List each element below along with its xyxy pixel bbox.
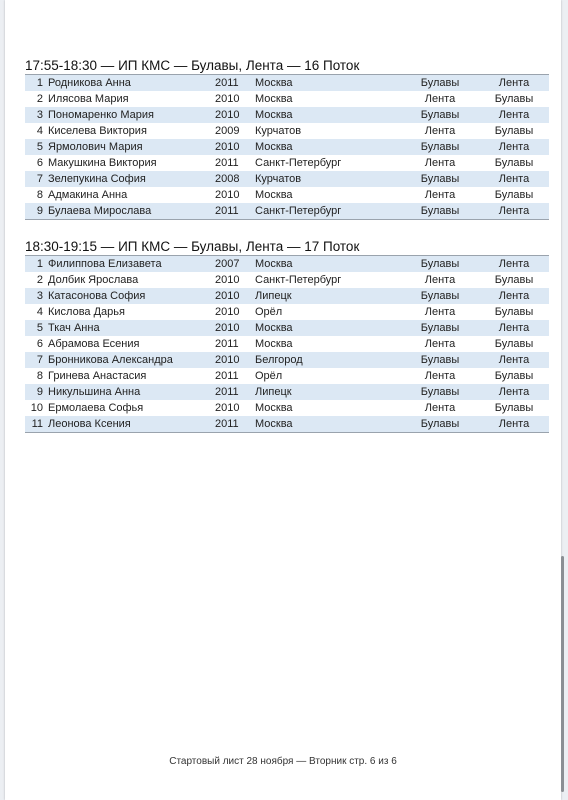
city: Курчатов bbox=[255, 125, 302, 137]
apparatus-1: Лента bbox=[424, 370, 456, 382]
birth-year: 2011 bbox=[215, 338, 239, 350]
apparatus-1: Булавы bbox=[420, 141, 460, 153]
apparatus-1: Булавы bbox=[420, 386, 460, 398]
athlete-name: Леонова Ксения bbox=[48, 418, 131, 430]
athlete-name: Пономаренко Мария bbox=[48, 109, 154, 121]
birth-year: 2011 bbox=[215, 205, 239, 217]
table-row bbox=[25, 107, 549, 123]
row-number: 6 bbox=[36, 157, 43, 169]
birth-year: 2010 bbox=[215, 109, 240, 121]
athlete-name: Никульшина Анна bbox=[48, 386, 141, 398]
athlete-name: Ярмолович Мария bbox=[48, 141, 143, 153]
city: Липецк bbox=[255, 386, 292, 398]
page-footer: Стартовый лист 28 ноября — Вторник стр. 6 из 6 bbox=[169, 756, 397, 767]
birth-year: 2010 bbox=[215, 322, 240, 334]
athlete-name: Илясова Мария bbox=[48, 93, 129, 105]
apparatus-1: Лента bbox=[424, 274, 456, 286]
apparatus-1: Булавы bbox=[420, 205, 460, 217]
apparatus-1: Лента bbox=[424, 189, 456, 201]
apparatus-2: Булавы bbox=[494, 157, 534, 169]
apparatus-2: Булавы bbox=[494, 93, 534, 105]
table-row bbox=[25, 187, 549, 203]
table-row bbox=[25, 416, 549, 433]
row-number: 4 bbox=[36, 306, 43, 318]
birth-year: 2011 bbox=[215, 77, 239, 89]
athlete-name: Кислова Дарья bbox=[48, 306, 125, 318]
apparatus-2: Лента bbox=[498, 258, 530, 270]
row-number: 3 bbox=[36, 290, 43, 302]
row-number: 11 bbox=[31, 418, 43, 430]
vertical-scrollbar[interactable] bbox=[561, 556, 564, 792]
city: Москва bbox=[255, 141, 293, 153]
table-row bbox=[25, 352, 549, 368]
apparatus-2: Булавы bbox=[494, 370, 534, 382]
apparatus-2: Булавы bbox=[494, 189, 534, 201]
apparatus-1: Булавы bbox=[420, 290, 460, 302]
apparatus-2: Лента bbox=[498, 141, 530, 153]
apparatus-2: Булавы bbox=[494, 274, 534, 286]
city: Москва bbox=[255, 338, 293, 350]
birth-year: 2010 bbox=[215, 290, 240, 302]
row-number: 1 bbox=[36, 258, 43, 270]
apparatus-2: Лента bbox=[498, 109, 530, 121]
city: Москва bbox=[255, 418, 293, 430]
row-number: 6 bbox=[36, 338, 43, 350]
row-number: 3 bbox=[36, 109, 43, 121]
apparatus-2: Булавы bbox=[494, 306, 534, 318]
birth-year: 2011 bbox=[215, 386, 239, 398]
row-number: 7 bbox=[36, 173, 43, 185]
table-row bbox=[25, 304, 549, 320]
birth-year: 2011 bbox=[215, 370, 239, 382]
city: Москва bbox=[255, 322, 293, 334]
apparatus-2: Лента bbox=[498, 205, 530, 217]
apparatus-1: Булавы bbox=[420, 258, 460, 270]
apparatus-1: Булавы bbox=[420, 354, 460, 366]
row-number: 2 bbox=[36, 93, 43, 105]
athlete-name: Гринева Анастасия bbox=[48, 370, 147, 382]
table-row bbox=[25, 139, 549, 155]
athlete-name: Булаева Мирослава bbox=[48, 205, 152, 217]
session-title: 18:30-19:15 — ИП КМС — Булавы, Лента — 17 Поток bbox=[25, 238, 549, 256]
apparatus-1: Лента bbox=[424, 402, 456, 414]
table-row bbox=[25, 320, 549, 336]
table-row bbox=[25, 288, 549, 304]
athlete-name: Зелепукина София bbox=[48, 173, 146, 185]
athlete-name: Макушкина Виктория bbox=[48, 157, 157, 169]
apparatus-2: Лента bbox=[498, 322, 530, 334]
table-row bbox=[25, 272, 549, 288]
athlete-name: Адмакина Анна bbox=[48, 189, 128, 201]
city: Москва bbox=[255, 258, 293, 270]
participants-table bbox=[25, 256, 549, 433]
city: Орёл bbox=[255, 370, 283, 382]
apparatus-1: Булавы bbox=[420, 322, 460, 334]
birth-year: 2011 bbox=[215, 157, 239, 169]
city: Орёл bbox=[255, 306, 283, 318]
city: Москва bbox=[255, 402, 293, 414]
athlete-name: Бронникова Александра bbox=[48, 354, 173, 366]
apparatus-2: Булавы bbox=[494, 402, 534, 414]
session-17-block bbox=[25, 238, 549, 433]
row-number: 10 bbox=[30, 402, 43, 414]
athlete-name: Филиппова Елизавета bbox=[48, 258, 162, 270]
birth-year: 2007 bbox=[215, 258, 240, 270]
birth-year: 2010 bbox=[215, 402, 240, 414]
city: Москва bbox=[255, 109, 293, 121]
row-number: 8 bbox=[36, 370, 43, 382]
row-number: 5 bbox=[36, 141, 43, 153]
birth-year: 2011 bbox=[215, 418, 239, 430]
city: Санкт-Петербург bbox=[255, 157, 342, 169]
row-number: 5 bbox=[36, 322, 43, 334]
table-row bbox=[25, 171, 549, 187]
apparatus-1: Лента bbox=[424, 157, 456, 169]
city: Москва bbox=[255, 93, 293, 105]
birth-year: 2010 bbox=[215, 93, 240, 105]
row-number: 2 bbox=[36, 274, 43, 286]
session-16-block bbox=[25, 57, 549, 220]
table-row bbox=[25, 91, 549, 107]
city: Курчатов bbox=[255, 173, 302, 185]
birth-year: 2008 bbox=[215, 173, 240, 185]
birth-year: 2010 bbox=[215, 306, 240, 318]
table-row bbox=[25, 336, 549, 352]
birth-year: 2010 bbox=[215, 141, 240, 153]
table-row bbox=[25, 400, 549, 416]
apparatus-2: Булавы bbox=[494, 338, 534, 350]
apparatus-1: Лента bbox=[424, 125, 456, 137]
row-number: 9 bbox=[36, 205, 43, 217]
apparatus-2: Лента bbox=[498, 173, 530, 185]
row-number: 4 bbox=[36, 125, 43, 137]
apparatus-1: Булавы bbox=[420, 418, 460, 430]
athlete-name: Абрамова Есения bbox=[48, 338, 140, 350]
row-number: 8 bbox=[36, 189, 43, 201]
city: Москва bbox=[255, 77, 293, 89]
athlete-name: Родникова Анна bbox=[48, 77, 131, 89]
athlete-name: Долбик Ярослава bbox=[48, 274, 139, 286]
athlete-name: Ткач Анна bbox=[48, 322, 100, 334]
table-row bbox=[25, 203, 549, 220]
apparatus-2: Лента bbox=[498, 77, 530, 89]
apparatus-1: Булавы bbox=[420, 173, 460, 185]
birth-year: 2010 bbox=[215, 354, 240, 366]
apparatus-2: Булавы bbox=[494, 125, 534, 137]
apparatus-2: Лента bbox=[498, 386, 530, 398]
apparatus-1: Лента bbox=[424, 93, 456, 105]
table-row bbox=[25, 75, 549, 91]
participants-table bbox=[25, 75, 549, 220]
table-row bbox=[25, 368, 549, 384]
apparatus-1: Лента bbox=[424, 338, 456, 350]
city: Санкт-Петербург bbox=[255, 274, 342, 286]
row-number: 1 bbox=[36, 77, 43, 89]
apparatus-1: Лента bbox=[424, 306, 456, 318]
table-row bbox=[25, 155, 549, 171]
athlete-name: Катасонова София bbox=[48, 290, 146, 302]
document-page bbox=[5, 0, 561, 800]
city: Москва bbox=[255, 189, 293, 201]
birth-year: 2009 bbox=[215, 125, 240, 137]
athlete-name: Киселева Виктория bbox=[48, 125, 147, 137]
session-title: 17:55-18:30 — ИП КМС — Булавы, Лента — 16 Поток bbox=[25, 57, 549, 75]
city: Белгород bbox=[255, 354, 303, 366]
table-row bbox=[25, 384, 549, 400]
table-row bbox=[25, 256, 549, 272]
table-row bbox=[25, 123, 549, 139]
row-number: 9 bbox=[36, 386, 43, 398]
apparatus-1: Булавы bbox=[420, 77, 460, 89]
birth-year: 2010 bbox=[215, 274, 240, 286]
apparatus-2: Лента bbox=[498, 290, 530, 302]
birth-year: 2010 bbox=[215, 189, 240, 201]
athlete-name: Ермолаева Софья bbox=[48, 402, 144, 414]
city: Липецк bbox=[255, 290, 292, 302]
apparatus-2: Лента bbox=[498, 418, 530, 430]
apparatus-1: Булавы bbox=[420, 109, 460, 121]
apparatus-2: Лента bbox=[498, 354, 530, 366]
row-number: 7 bbox=[36, 354, 43, 366]
city: Санкт-Петербург bbox=[255, 205, 342, 217]
